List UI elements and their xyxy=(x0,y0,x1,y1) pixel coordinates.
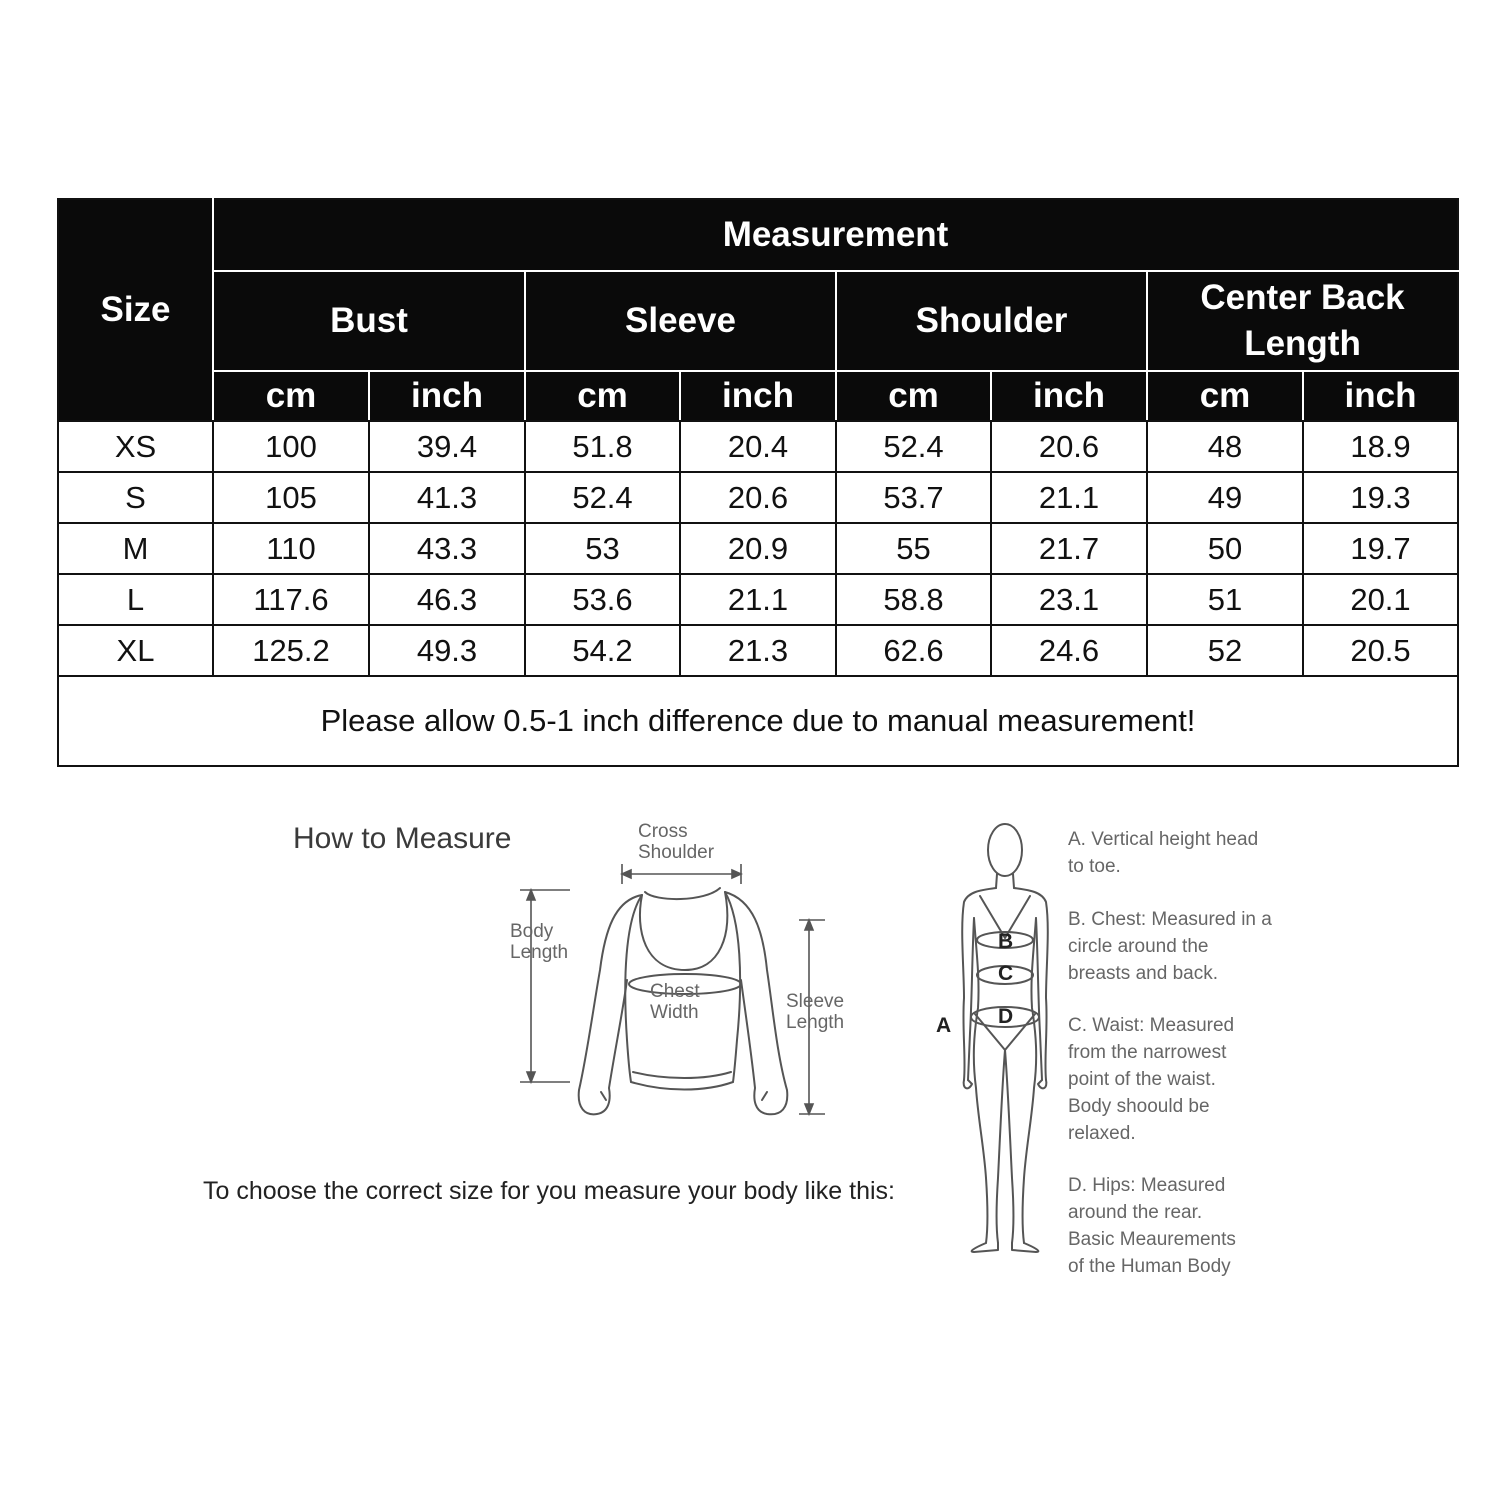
size-cell: M xyxy=(58,523,213,574)
measurement-cell: 19.7 xyxy=(1303,523,1458,574)
sleeve-header: Sleeve xyxy=(525,271,836,371)
measurement-cell: 20.9 xyxy=(680,523,836,574)
measurement-cell: 105 xyxy=(213,472,369,523)
measurement-cell: 52.4 xyxy=(525,472,680,523)
table-row xyxy=(58,523,1458,574)
body-letter-d: D xyxy=(998,1005,1014,1028)
unit-header: inch xyxy=(369,371,525,421)
measurement-cell: 41.3 xyxy=(369,472,525,523)
measurement-cell: 51 xyxy=(1147,574,1303,625)
unit-header: inch xyxy=(680,371,836,421)
table-row xyxy=(58,472,1458,523)
note-hips: D. Hips: Measured around the rear. Basic Meaurements of the Human Body xyxy=(1068,1175,1236,1277)
measurement-cell: 53 xyxy=(525,523,680,574)
measurement-cell: 21.1 xyxy=(680,574,836,625)
unit-header: cm xyxy=(1147,371,1303,421)
measurement-cell: 48 xyxy=(1147,421,1303,472)
measurement-cell: 49.3 xyxy=(369,625,525,676)
measurement-cell: 46.3 xyxy=(369,574,525,625)
measurement-cell: 18.9 xyxy=(1303,421,1458,472)
measurement-cell: 21.3 xyxy=(680,625,836,676)
measurement-header: Measurement xyxy=(213,199,1458,271)
measurement-cell: 53.6 xyxy=(525,574,680,625)
body-letter-c: C xyxy=(998,962,1014,985)
unit-header: cm xyxy=(213,371,369,421)
size-cell: L xyxy=(58,574,213,625)
unit-header: inch xyxy=(1303,371,1458,421)
measurement-cell: 49 xyxy=(1147,472,1303,523)
unit-header: inch xyxy=(991,371,1147,421)
measurement-cell: 52.4 xyxy=(836,421,991,472)
measurement-cell: 19.3 xyxy=(1303,472,1458,523)
measurement-cell: 55 xyxy=(836,523,991,574)
bust-header: Bust xyxy=(213,271,525,371)
sleeve-length-label: Sleeve Length xyxy=(786,991,845,1033)
note-chest: B. Chest: Measured in a circle around the breasts and back. xyxy=(1068,909,1272,984)
size-chart-table xyxy=(57,198,1459,767)
measurement-cell: 50 xyxy=(1147,523,1303,574)
measurement-cell: 125.2 xyxy=(213,625,369,676)
note-vertical-height: A. Vertical height head to toe. xyxy=(1068,829,1259,877)
measure-instruction: To choose the correct size for you measure your body like this: xyxy=(203,1177,895,1205)
measurement-cell: 53.7 xyxy=(836,472,991,523)
measurement-cell: 52 xyxy=(1147,625,1303,676)
measurement-cell: 23.1 xyxy=(991,574,1147,625)
measurement-cell: 21.1 xyxy=(991,472,1147,523)
table-row xyxy=(58,625,1458,676)
size-cell: XS xyxy=(58,421,213,472)
table-row xyxy=(58,574,1458,625)
measurement-cell: 20.5 xyxy=(1303,625,1458,676)
unit-header: cm xyxy=(525,371,680,421)
body-letter-a: A xyxy=(936,1014,952,1037)
measurement-note: Please allow 0.5-1 inch difference due to manual measurement! xyxy=(58,676,1458,766)
unit-header: cm xyxy=(836,371,991,421)
measurement-cell: 20.6 xyxy=(680,472,836,523)
measurement-cell: 110 xyxy=(213,523,369,574)
measurement-cell: 51.8 xyxy=(525,421,680,472)
measurement-cell: 20.1 xyxy=(1303,574,1458,625)
note-waist: C. Waist: Measured from the narrowest point of the waist. Body shoould be relaxed. xyxy=(1068,1015,1235,1144)
table-row xyxy=(58,421,1458,472)
body-length-label: Body Length xyxy=(510,921,569,963)
size-cell: XL xyxy=(58,625,213,676)
body-letter-b: B xyxy=(998,930,1014,953)
measurement-cell: 21.7 xyxy=(991,523,1147,574)
measurement-cell: 43.3 xyxy=(369,523,525,574)
measurement-cell: 62.6 xyxy=(836,625,991,676)
measurement-cell: 39.4 xyxy=(369,421,525,472)
chest-width-label: Chest Width xyxy=(650,981,700,1023)
center-back-length-header: Center Back Length xyxy=(1147,271,1458,371)
measurement-cell: 100 xyxy=(213,421,369,472)
size-cell: S xyxy=(58,472,213,523)
cross-shoulder-label: Cross Shoulder xyxy=(638,821,715,863)
measurement-cell: 20.6 xyxy=(991,421,1147,472)
measurement-cell: 20.4 xyxy=(680,421,836,472)
how-to-measure-title: How to Measure xyxy=(293,822,512,855)
measurement-cell: 54.2 xyxy=(525,625,680,676)
measurement-cell: 58.8 xyxy=(836,574,991,625)
body-figure-diagram xyxy=(950,818,1060,1258)
measurement-cell: 117.6 xyxy=(213,574,369,625)
measurement-cell: 24.6 xyxy=(991,625,1147,676)
shoulder-header: Shoulder xyxy=(836,271,1147,371)
size-header: Size xyxy=(58,199,213,421)
